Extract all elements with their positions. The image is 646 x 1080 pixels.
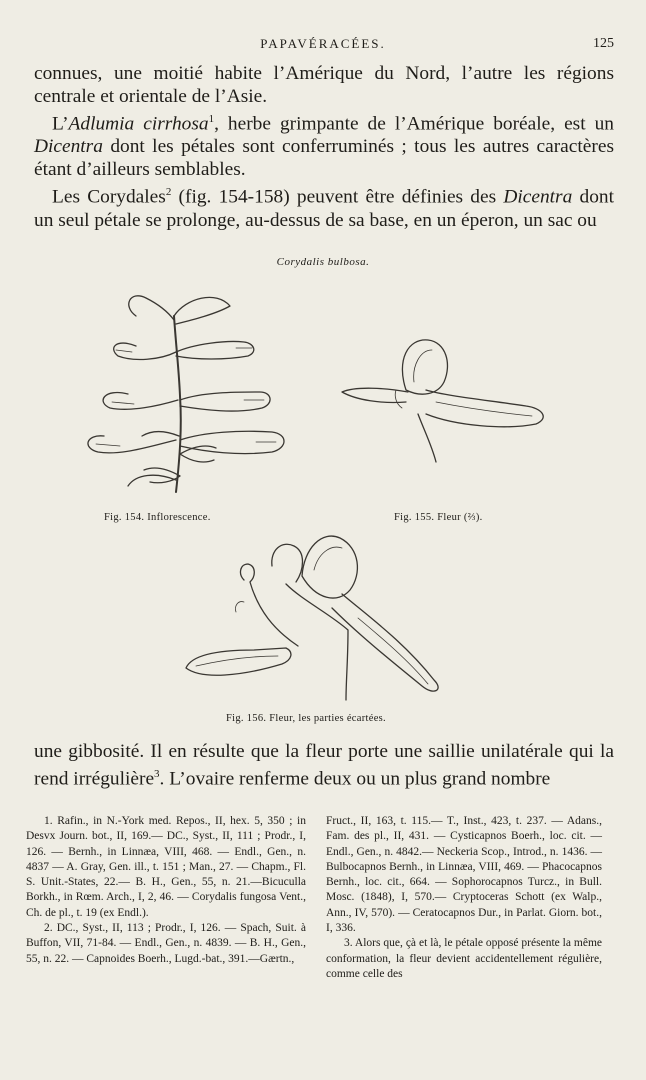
inflorescence-illustration xyxy=(76,276,306,498)
text-run: (fig. 154-158) peuvent être définies des xyxy=(171,186,504,208)
genus-name: Adlumia cirrhosa xyxy=(68,113,209,135)
footnote-2-continued: Fruct., II, 163, t. 115.— T., Inst., 423, t. 237. — Adans., Fam. des pl., II, 431. — Cysticapnos Boerh., loc. cit. — Endl., Gen., n. 4842.— Neckeria Scop., Introd., n. 1436. — Bulbocapnos Bernh., in Linnæa, VIII, 469. — Phacocapnos Bernh., loc. cit., 664. — Sophorocapnos Turcz., in Bull. Mosc. (1848), I, 570.— Cryptoceras Schott (ex Walp., Ann., IV, 570). — Ceratocapnos Dur., in Parlat. Giorn. bot., I, 336. xyxy=(326,815,602,935)
fig155-caption: Fig. 155. Fleur (⅔). xyxy=(394,512,483,523)
text-run: dont les pétales sont conferruminés ; tous les autres caractères étant d’ailleurs semblables. xyxy=(34,136,614,181)
plate-title: Corydalis bulbosa. xyxy=(276,256,370,268)
paragraph-3 xyxy=(34,181,614,231)
footnote-ref: 2 xyxy=(165,186,172,199)
body-text-bottom xyxy=(34,740,614,790)
fig156-caption: Fig. 156. Fleur, les parties écartées. xyxy=(226,713,386,724)
running-title: PAPAVÉRACÉES. xyxy=(260,36,386,51)
paragraph-4 xyxy=(34,740,614,790)
text-run: une gibbosité. Il en résulte que la fleur porte une saillie unilatérale qui la rend irrégulière xyxy=(34,741,614,790)
text-run: , herbe grimpante de l’Amérique boréale, est un xyxy=(214,113,614,135)
footnotes-right-column xyxy=(326,814,602,982)
text-run: Les Corydales xyxy=(52,186,166,208)
flower-parts-illustration xyxy=(182,530,452,710)
fig154-caption: Fig. 154. Inflorescence. xyxy=(104,512,211,523)
text-run: dont un seul pétale se prolonge, au-dessus de sa base, en un éperon, un sac ou xyxy=(34,186,614,231)
page-number: 125 xyxy=(593,36,614,51)
genus-name: Dicentra xyxy=(503,186,573,208)
footnotes-left-column xyxy=(26,814,306,967)
footnote-1: 1. Rafin., in N.-York med. Repos., II, hex. 5, 350 ; in Desvx Journ. bot., II, 169.— DC., Syst., II, 111 ; Prodr., I, 126. — Bernh., in Linnæa, VIII, 468. — Endl., Gen., n. 4837 — A. Gray, Gen. ill., t. 151 ; Man., 27. — Chapm., Fl. S. Unit.-States, 22.— B. H., Gen., 55, n. 21.—Bicuculla Borkh., in Rœm. Arch., I, 2, 46. — Corydalis fungosa Vent., Ch. de pl., t. 19 (ex Endl.). xyxy=(26,815,306,919)
genus-name: Dicentra xyxy=(34,136,103,158)
text-run: . L’ovaire renferme deux ou un plus grand nombre xyxy=(159,768,551,790)
footnote-2: 2. DC., Syst., II, 113 ; Prodr., I, 126. — Spach, Suit. à Buffon, VII, 71-84. — Endl., Gen., n. 4839. — B. H., Gen., 55, n. 22. — Capnoides Boerh., Lugd.-bat., 391.—Gærtn., xyxy=(26,922,306,965)
paragraph-1: connues, une moitié habite l’Amérique du Nord, l’autre les régions centrale et orientale de l’Asie. xyxy=(34,63,614,107)
running-head xyxy=(0,36,646,54)
body-text-top xyxy=(34,62,614,232)
footnote-ref: 3 xyxy=(154,768,160,780)
footnote-3: 3. Alors que, çà et là, le pétale opposé présente la même conformation, la fleur devient accidentellement régulière, comme celle des xyxy=(326,937,602,980)
paragraph-2 xyxy=(34,108,614,181)
text-run: L’ xyxy=(52,113,69,135)
footnote-ref: 1 xyxy=(208,113,215,125)
flower-illustration xyxy=(336,330,556,470)
